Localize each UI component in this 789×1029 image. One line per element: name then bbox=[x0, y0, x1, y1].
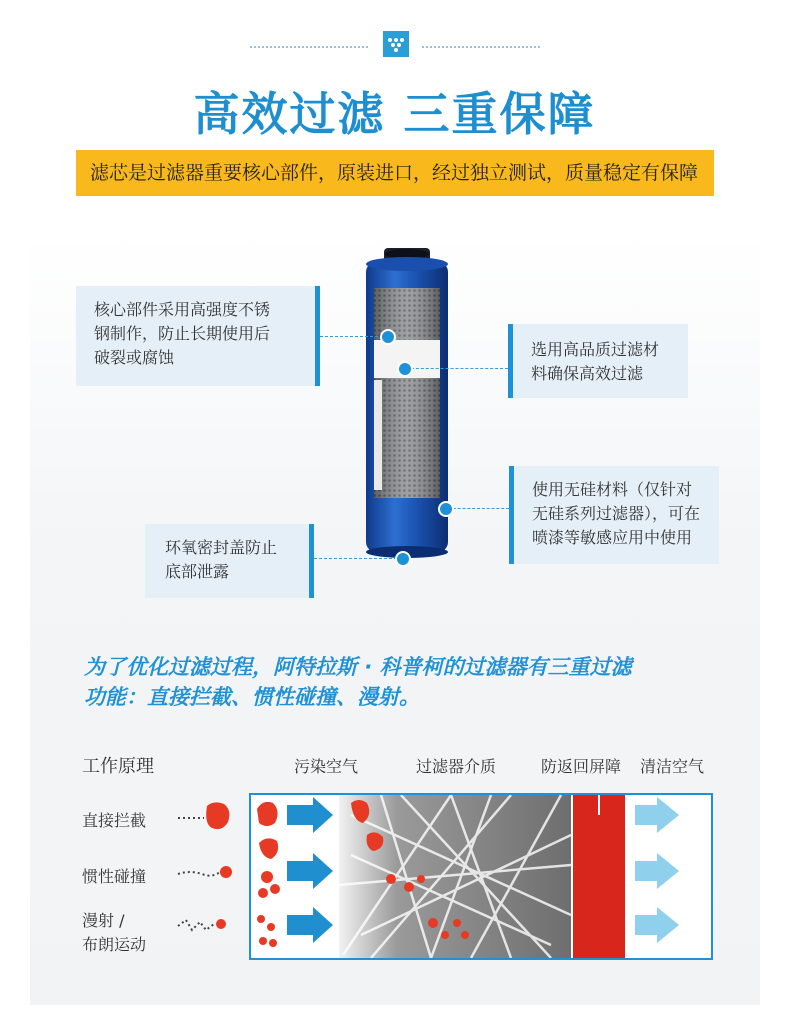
particle-legend-icons bbox=[176, 796, 236, 946]
dotted-divider-left bbox=[250, 46, 368, 50]
dotted-divider-right bbox=[422, 46, 540, 50]
column-barrier: 防返回屏障 bbox=[541, 757, 622, 776]
callout-stainless-steel bbox=[76, 286, 320, 386]
row-inertial-impaction: 惯性碰撞 bbox=[82, 867, 147, 886]
callout-line: 无硅系列过滤器），可在 bbox=[532, 504, 701, 523]
column-filter-media: 过滤器介质 bbox=[416, 757, 497, 776]
intro-line: 为了优化过滤过程，阿特拉斯 · 科普柯的过滤器有三重过滤 bbox=[84, 655, 632, 679]
callout-connector bbox=[448, 508, 509, 509]
callout-connector bbox=[406, 368, 508, 369]
callout-line: 选用高品质过滤材 bbox=[531, 340, 660, 359]
row-brownian-motion: 布朗运动 bbox=[82, 935, 147, 954]
callout-line: 破裂或腐蚀 bbox=[94, 348, 175, 367]
logo-icon bbox=[383, 31, 409, 57]
callout-line: 核心部件采用高强度不锈 bbox=[94, 300, 271, 319]
column-polluted-air: 污染空气 bbox=[294, 757, 359, 776]
filtration-intro bbox=[84, 652, 724, 712]
callout-line: 底部泄露 bbox=[165, 562, 230, 581]
callout-connector bbox=[314, 558, 402, 559]
column-clean-air: 清洁空气 bbox=[640, 757, 705, 776]
callout-connector bbox=[320, 336, 388, 337]
callout-marker-dot bbox=[438, 501, 454, 517]
filtration-diagram bbox=[249, 793, 713, 960]
callout-line: 料确保高效过滤 bbox=[531, 364, 644, 383]
page-title: 高效过滤 三重保障 bbox=[193, 87, 596, 141]
callout-silicone-free bbox=[509, 466, 719, 564]
intro-line: 功能：直接拦截、惯性碰撞、漫射。 bbox=[84, 685, 420, 709]
callout-line: 环氧密封盖防止 bbox=[165, 538, 278, 557]
callout-filter-material bbox=[508, 324, 688, 398]
callout-epoxy-seal bbox=[145, 524, 314, 598]
row-direct-interception: 直接拦截 bbox=[82, 811, 147, 830]
callout-line: 喷漆等敏感应用中使用 bbox=[532, 528, 693, 547]
callout-marker-dot bbox=[397, 361, 413, 377]
principle-heading: 工作原理 bbox=[82, 756, 154, 777]
callout-marker-dot bbox=[380, 329, 396, 345]
intro-banner: 滤芯是过滤器重要核心部件，原装进口，经过独立测试，质量稳定有保障 bbox=[76, 150, 714, 196]
callout-line: 使用无硅材料（仅针对 bbox=[532, 480, 693, 499]
callout-marker-dot bbox=[395, 551, 411, 567]
row-diffusion: 漫射 / bbox=[82, 911, 125, 930]
callout-line: 钢制作，防止长期使用后 bbox=[94, 324, 271, 343]
